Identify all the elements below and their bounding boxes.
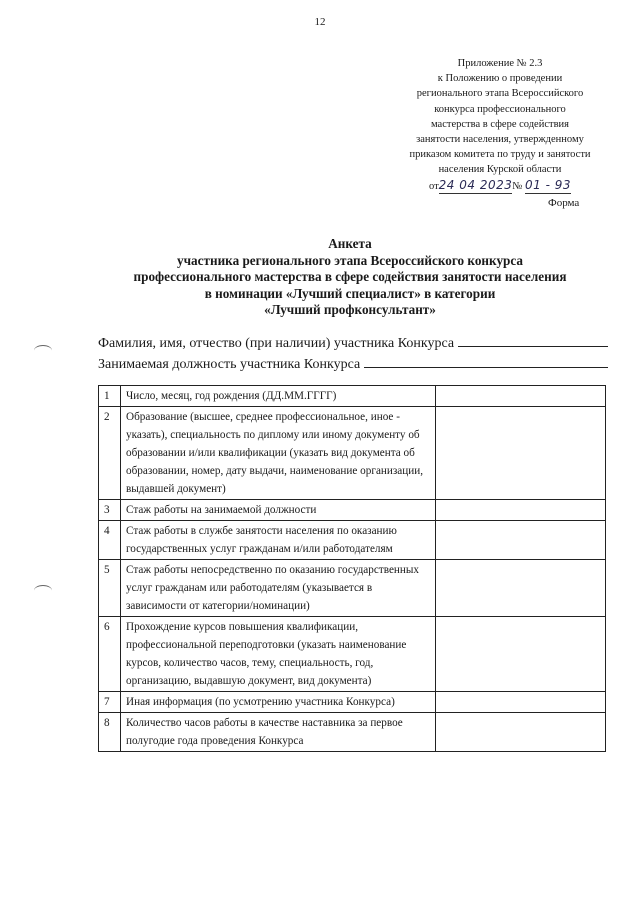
table-row	[99, 617, 606, 692]
form-label: Форма	[548, 197, 580, 209]
binder-hole-mark	[34, 345, 52, 356]
name-label: Фамилия, имя, отчество (при наличии) участника Конкурса	[98, 336, 455, 351]
appendix-line: Приложение № 2.3	[457, 58, 543, 69]
title-line: «Лучший профконсультант»	[264, 302, 436, 317]
row-answer[interactable]	[436, 500, 606, 521]
participant-fields	[98, 332, 608, 374]
appendix-line: занятости населения, утвержденному	[416, 134, 584, 146]
document-title	[70, 236, 630, 319]
position-label: Занимаемая должность участника Конкурса	[98, 357, 361, 372]
decree-date-number	[429, 178, 571, 194]
row-number: 7	[99, 692, 121, 713]
row-answer[interactable]	[436, 692, 606, 713]
decree-date: 24 04 2023	[439, 178, 513, 194]
number-label: №	[512, 180, 523, 192]
questionnaire-table	[98, 385, 606, 752]
appendix-line: мастерства в сфере содействия	[430, 118, 569, 130]
row-question: Стаж работы непосредственно по оказанию государственных услуг гражданам или работодателям (указывается в зависимости от категории/номинации)	[121, 560, 436, 617]
row-number: 5	[99, 560, 121, 617]
appendix-header	[395, 56, 605, 194]
table-row	[99, 500, 606, 521]
table-row	[99, 560, 606, 617]
row-answer[interactable]	[436, 386, 606, 407]
name-blank-line[interactable]	[458, 332, 608, 347]
appendix-line: приказом комитета по труду и занятости	[409, 149, 591, 161]
row-answer[interactable]	[436, 713, 606, 752]
row-number: 3	[99, 500, 121, 521]
row-question: Прохождение курсов повышения квалификации, профессиональной переподготовки (указать наименование курсов, количество часов, тему, специальность, год, организацию, выдавшую документ, вид документа)	[121, 617, 436, 692]
title-line: участника регионального этапа Всероссийского конкурса	[177, 252, 523, 268]
from-label: от	[428, 180, 439, 192]
table-row	[99, 713, 606, 752]
table-row	[99, 407, 606, 500]
decree-number: 01 - 93	[525, 178, 571, 194]
row-number: 4	[99, 521, 121, 560]
appendix-line: к Положению о проведении	[437, 73, 563, 85]
position-row	[98, 353, 608, 374]
name-row	[98, 332, 608, 353]
row-number: 2	[99, 407, 121, 500]
table-row	[99, 692, 606, 713]
row-answer[interactable]	[436, 407, 606, 500]
row-answer[interactable]	[436, 560, 606, 617]
row-number: 8	[99, 713, 121, 752]
row-answer[interactable]	[436, 521, 606, 560]
binder-hole-mark	[34, 585, 52, 596]
row-question: Стаж работы на занимаемой должности	[121, 500, 436, 521]
position-blank-line[interactable]	[364, 353, 608, 368]
table-row	[99, 521, 606, 560]
title-line: в номинации «Лучший специалист» в категории	[204, 285, 496, 301]
appendix-line: регионального этапа Всероссийского	[416, 88, 584, 100]
title-line: профессионального мастерства в сфере содействия занятости населения	[133, 269, 567, 284]
row-question: Образование (высшее, среднее профессиональное, иное - указать), специальность по диплому или иному документу об образовании и/или квалификации (указать вид документа об образовании, номер, дату выдачи, наименование организации, выдавшей документ)	[121, 407, 436, 500]
appendix-line: конкурса профессионального	[434, 103, 566, 115]
row-question: Количество часов работы в качестве наставника за первое полугодие года проведения Конкурса	[121, 713, 436, 752]
row-number: 1	[99, 386, 121, 407]
row-question: Число, месяц, год рождения (ДД.ММ.ГГГГ)	[121, 386, 436, 407]
title-line: Анкета	[328, 236, 372, 251]
page-number: 12	[314, 16, 326, 28]
row-number: 6	[99, 617, 121, 692]
row-question: Стаж работы в службе занятости населения по оказанию государственных услуг гражданам и/или работодателям	[121, 521, 436, 560]
table-row	[99, 386, 606, 407]
appendix-line: населения Курской области	[438, 164, 562, 176]
row-question: Иная информация (по усмотрению участника Конкурса)	[121, 692, 436, 713]
row-answer[interactable]	[436, 617, 606, 692]
